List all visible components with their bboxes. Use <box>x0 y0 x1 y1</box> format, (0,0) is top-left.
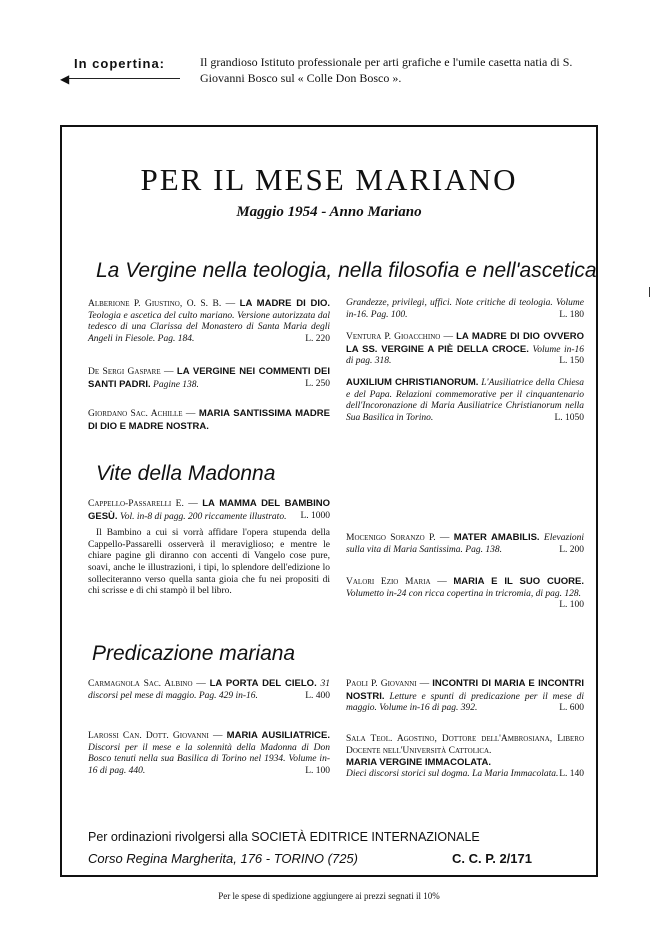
book-author: Valori Ezio Maria — <box>346 577 454 587</box>
section-heading-lives: Vite della Madonna <box>96 462 276 485</box>
book-title: INCONTRI DI MARIA E INCONTRI NOSTRI. <box>346 678 584 702</box>
book-entry <box>346 532 584 556</box>
arrow-left-icon: ◀ <box>60 72 70 86</box>
book-author: Cappello-Passarelli E. — <box>88 499 203 509</box>
book-title: LA MADRE DI DIO OVVERO LA SS. VERGINE A PIÈ DELLA CROCE. <box>346 331 584 355</box>
book-title: MARIA E IL SUO CUORE. <box>453 576 584 587</box>
book-entry <box>346 331 584 368</box>
book-author: Larossi Can. Dott. Giovanni — <box>88 731 227 741</box>
section-heading-theology: La Vergine nella teologia, nella filosofia e nell'ascetica <box>96 259 597 282</box>
book-description: Volume in-16 di pag. 318. <box>346 344 584 367</box>
section-heading-preaching: Predicazione mariana <box>92 642 296 665</box>
book-entry <box>346 734 584 780</box>
publisher-address: Corso Regina Margherita, 176 - TORINO (725) <box>88 851 358 866</box>
book-title: LA MAMMA DEL BAMBINO GESÙ. <box>88 498 330 522</box>
page-subtitle: Maggio 1954 - Anno Mariano <box>236 204 422 220</box>
book-entry <box>88 408 330 433</box>
book-price: L. 600 <box>559 703 584 714</box>
book-author: Carmagnola Sac. Albino — <box>88 679 210 689</box>
book-author: Ventura P. Gioacchino — <box>346 332 457 342</box>
book-title: MATER AMABILIS. <box>453 532 540 543</box>
book-price: L. 250 <box>305 378 330 389</box>
book-author: Giordano Sac. Achille — <box>88 409 199 419</box>
order-instructions: Per ordinazioni rivolgersi alla SOCIETÀ EDITRICE INTERNAZIONALE <box>88 830 480 844</box>
book-author: Alberione P. Giustino, O. S. B. — <box>88 299 240 309</box>
postal-account: C. C. P. 2/171 <box>452 851 532 866</box>
book-entry <box>88 298 330 345</box>
book-price: L. 150 <box>559 356 584 367</box>
book-entry <box>88 366 330 391</box>
book-title: LA MADRE DI DIO. <box>239 298 330 309</box>
cover-caption: Il grandioso Istituto professionale per arti grafiche e l'umile casetta natia di S. Giovanni Bosco sul « Colle Don Bosco ». <box>200 55 573 85</box>
book-author: Sala Teol. Agostino, Dottore dell'Ambrosiana, Libero Docente nell'Università Cattolica. <box>346 734 584 756</box>
book-description: Pagine 138. <box>150 379 199 390</box>
cover-label: In copertina: <box>74 56 166 71</box>
shipping-note: Per le spese di spedizione aggiungere ai prezzi segnati il 10% <box>218 891 440 901</box>
book-entry <box>346 377 584 424</box>
book-price: L. 180 <box>559 309 584 320</box>
book-price: L. 220 <box>305 333 330 344</box>
book-description: 31 discorsi pel mese di maggio. Pag. 429 in-16. <box>88 679 330 701</box>
margin-mark <box>649 287 650 297</box>
book-title: LA PORTA DEL CIELO. <box>209 678 317 689</box>
book-title: LA VERGINE NEI COMMENTI DEI SANTI PADRI. <box>88 366 330 390</box>
book-author: Mocenigo Soranzo P. — <box>346 533 454 543</box>
book-entry-continued <box>346 298 584 321</box>
book-price: L. 100 <box>305 765 330 776</box>
book-price: L. 200 <box>559 544 584 555</box>
book-description: Volumetto in-24 con ricca copertina in tricromia, di pag. 128. <box>346 588 582 599</box>
book-price: L. 100 <box>559 600 584 611</box>
book-price: L. 1050 <box>554 412 584 423</box>
book-description: Grandezze, privilegi, uffici. Note critiche di teologia. Volume in-16. Pag. 100. <box>346 298 584 320</box>
book-author: De Sergi Gaspare — <box>88 367 177 377</box>
book-review: Il Bambino a cui si vorrà affidare l'opera stupenda della Cappello-Passarelli osserverà il meraviglioso; e mentre le chiare pagine gli diranno con accenti di Vangelo cose pure, soavi, anche le illustrazioni, i tipi, lo splendore dell'edizione lo solleciteranno verso quella santa gioia che fu nei propositi di chi scrisse e di chi stampò il bel libro. <box>88 528 330 597</box>
book-description: L'Ausiliatrice della Chiesa e del Papa. Relazioni commemorative per il cinquantenario dell'Incoronazione di Maria Ausiliatrice Christianorum nella Sua Basilica in Torino. <box>346 378 584 423</box>
book-title: MARIA AUSILIATRICE. <box>226 730 330 741</box>
book-description: Dieci discorsi storici sul dogma. La Maria Immacolata. <box>346 768 559 779</box>
book-entry <box>88 678 330 702</box>
book-description: Letture e spunti di predicazione per il mese di maggio. Volume in-16 di pag. 392. <box>346 691 584 714</box>
book-entry <box>346 576 584 612</box>
page-title: PER IL MESE MARIANO <box>140 162 518 197</box>
book-title: AUXILIUM CHRISTIANORUM. <box>346 377 479 388</box>
book-entry <box>346 678 584 715</box>
book-title: MARIA VERGINE IMMACOLATA. <box>346 757 491 769</box>
book-entry <box>88 730 330 777</box>
book-title: MARIA SANTISSIMA MADRE DI DIO E MADRE NOSTRA. <box>88 408 330 432</box>
book-price: L. 140 <box>559 768 584 779</box>
book-author: Paoli P. Giovanni — <box>346 679 433 689</box>
book-price: L. 400 <box>305 690 330 701</box>
book-description: Elevazioni sulla vita di Maria Santissima. Pag. 138. <box>346 533 584 555</box>
book-entry <box>88 498 330 598</box>
cover-underline <box>68 78 180 79</box>
book-description: Vol. in-8 di pagg. 200 riccamente illustrato. <box>117 511 287 522</box>
book-description: Discorsi per il mese e la solennità della Madonna di Don Bosco tenuti nella sua Basilica di Torino nel 1934. Volume in-16 di pag. 440. <box>88 742 330 776</box>
book-price: L. 1000 <box>300 510 330 521</box>
book-description: Teologia e ascetica del culto mariano. Versione autorizzata dal tedesco di una Clarissa del Monastero di Santa Maria degli Angeli in Fiesole. Pag. 184. <box>88 310 330 344</box>
